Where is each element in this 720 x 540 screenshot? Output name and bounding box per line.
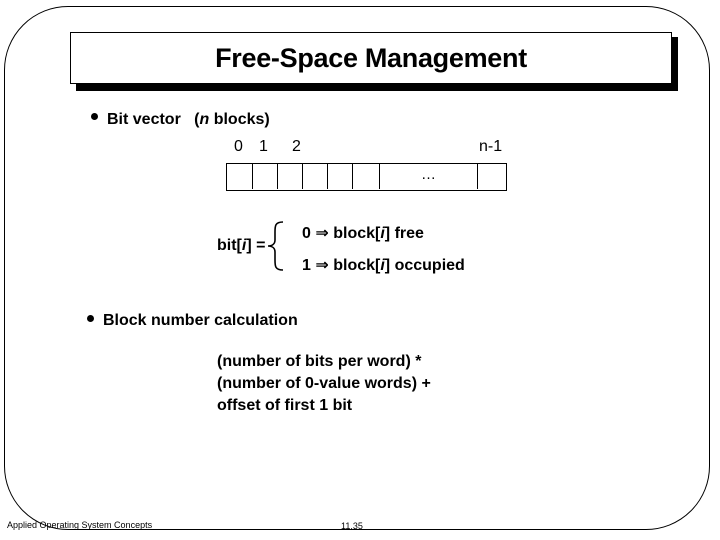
bit-case-free-prefix: block[ [333, 225, 381, 242]
bit-case-occupied-value: 1 [302, 257, 311, 274]
bit-lhs-suffix: ] = [246, 237, 266, 254]
footer-page-number: 11.35 [341, 521, 363, 531]
bit-index-0: 0 [234, 138, 243, 155]
bit-cell [227, 164, 253, 189]
bullet-bit-vector-detail-close: blocks) [209, 111, 270, 128]
bit-vector-row [226, 163, 507, 191]
bit-definition-lhs [217, 237, 265, 255]
footer-course-title: Applied Operating System Concepts [7, 520, 153, 530]
formula-line-2: (number of 0-value words) + [217, 375, 431, 392]
bullet-bit-vector-label: Bit vector [107, 111, 181, 128]
bit-cell [328, 164, 353, 189]
slide-title: Free-Space Management [215, 42, 527, 73]
bit-cell [353, 164, 380, 189]
bit-index-n-minus-1: n-1 [479, 138, 503, 155]
bit-lhs-prefix: bit[ [217, 237, 242, 254]
bit-case-occupied [302, 255, 465, 275]
bit-cell [278, 164, 303, 189]
implies-arrow-icon: ⇒ [315, 223, 329, 242]
title-box [70, 32, 672, 84]
bit-case-occupied-var: i [380, 257, 385, 274]
bit-case-free-suffix: ] free [384, 225, 424, 242]
bit-cell-last [478, 164, 506, 189]
bullet-bit-vector [107, 111, 270, 129]
bullet-bit-vector-detail-var: n [199, 111, 210, 128]
bullet-bit-vector-detail-open: ( [194, 111, 200, 128]
bit-index-2: 2 [292, 138, 301, 155]
implies-arrow-icon: ⇒ [315, 255, 329, 274]
bit-lhs-var: i [241, 237, 247, 254]
bit-cell [253, 164, 278, 189]
bit-vector-ellipsis: … [421, 166, 436, 183]
formula-line-3: offset of first 1 bit [217, 397, 353, 414]
left-brace-icon [263, 218, 289, 274]
bit-case-free-value: 0 [302, 225, 311, 242]
bit-index-1: 1 [259, 138, 268, 155]
bullet-dot-bit-vector [91, 113, 98, 120]
bit-cell-ellipsis [380, 164, 478, 189]
formula-line-1: (number of bits per word) * [217, 353, 422, 370]
bit-cell [303, 164, 328, 189]
bit-case-occupied-suffix: ] occupied [384, 257, 465, 274]
bullet-block-number: Block number calculation [103, 312, 298, 329]
bullet-dot-block-number [87, 315, 94, 322]
bit-case-occupied-prefix: block[ [333, 257, 381, 274]
bit-case-free-var: i [380, 225, 385, 242]
bit-case-free [302, 223, 424, 243]
